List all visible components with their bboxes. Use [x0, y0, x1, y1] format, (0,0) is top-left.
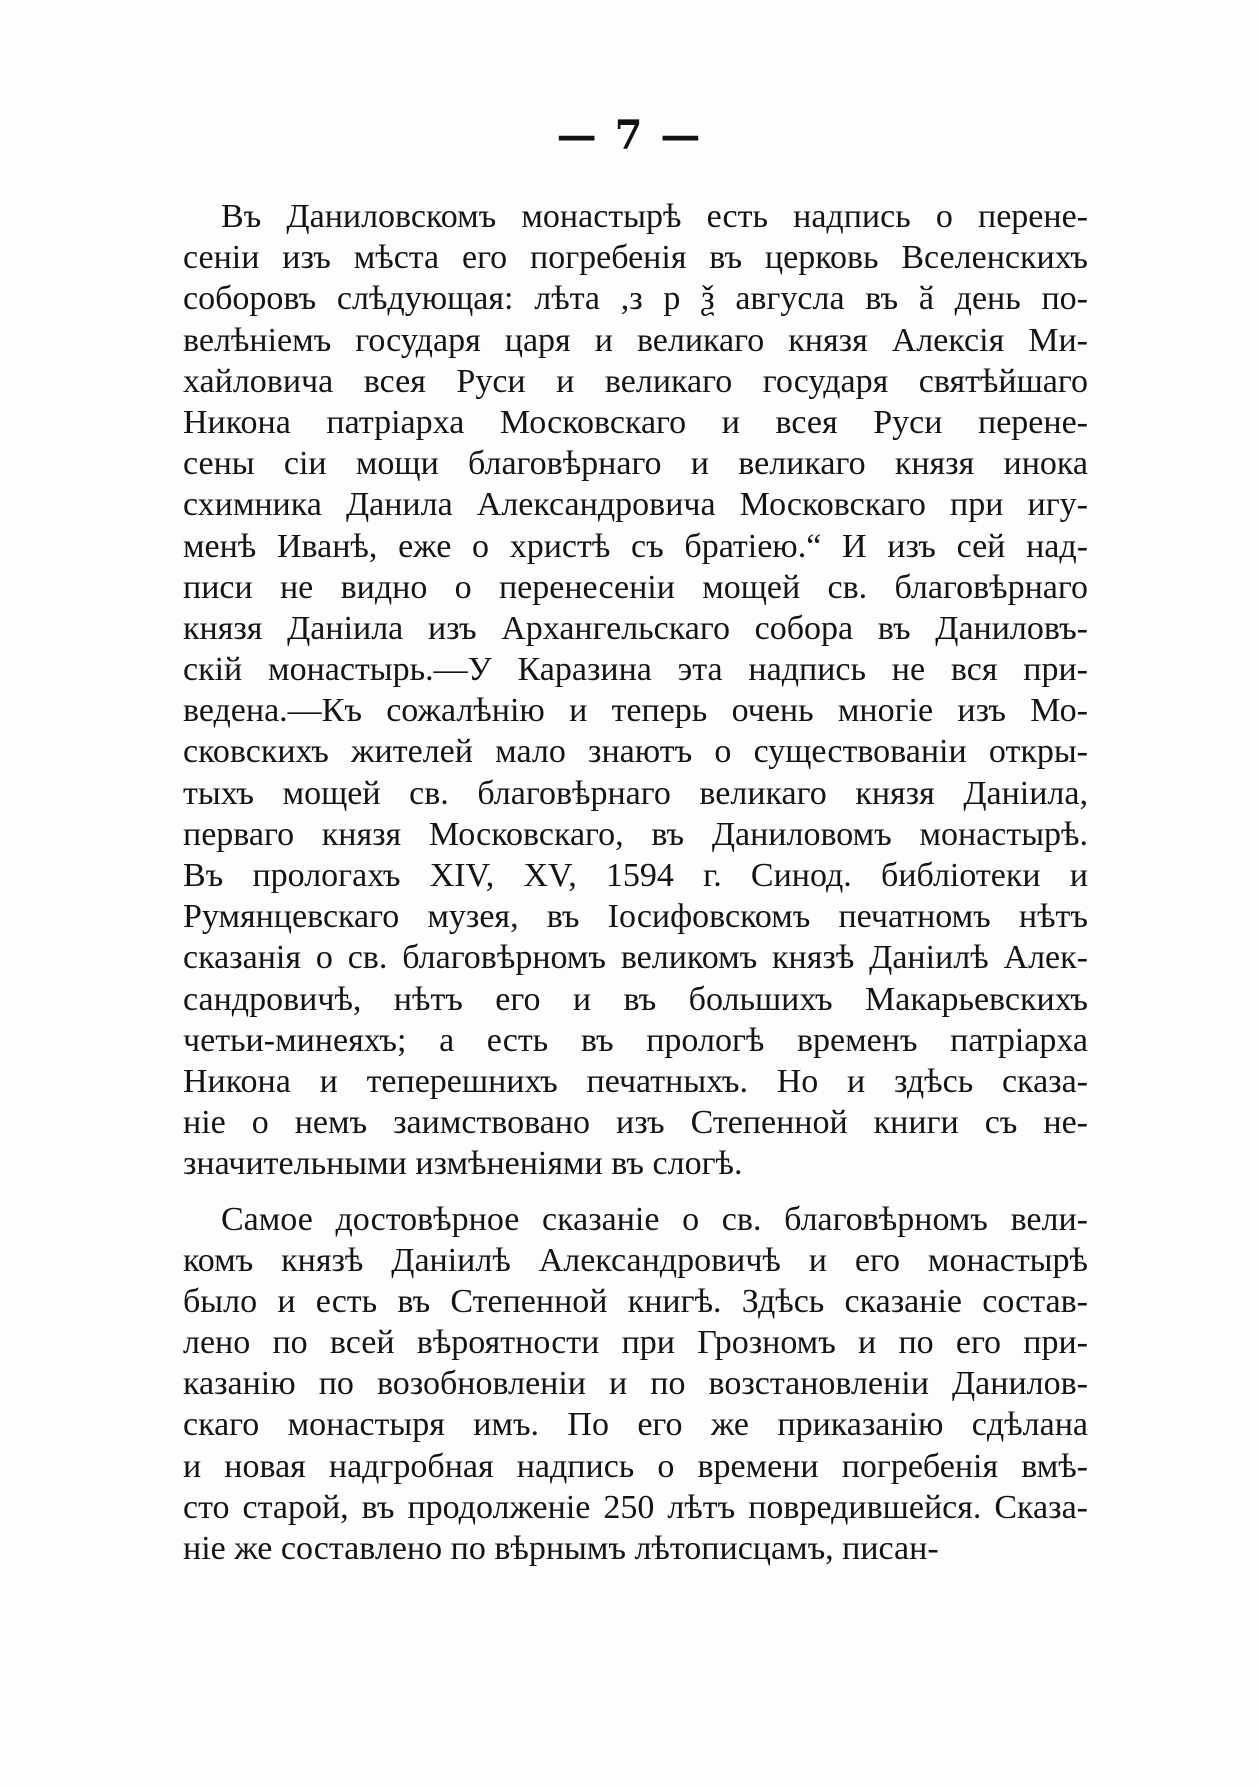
text-line: Самое достовѣрное сказаніе о св. благовѣрномъ вели-	[221, 1200, 1088, 1238]
text-line: и новая надгробная надпись о времени погребенія вмѣ-	[183, 1447, 1088, 1485]
text-line: Никона и теперешнихъ печатныхъ. Но и здѣсь сказа-	[183, 1062, 1088, 1100]
text-line: Никона патріарха Московскаго и всея Руси перене-	[183, 403, 1088, 441]
text-line: лено по всей вѣроятности при Грозномъ и по его при-	[183, 1324, 1088, 1362]
text-line: хайловича всея Руси и великаго государя святѣйшаго	[183, 362, 1088, 400]
text-line: сеніи изъ мѣста его погребенія въ церковь Вселенскихъ	[183, 239, 1088, 277]
text-line: велѣніемъ государя царя и великаго князя Алексія Ми-	[183, 321, 1088, 359]
text-line: ніе о немъ заимствовано изъ Степенной книги съ не-	[183, 1104, 1088, 1142]
text-line: соборовъ слѣдующая: лѣта ,з р ѯ авгусла въ ӑ день по-	[183, 280, 1088, 318]
text-line: комъ князѣ Даніилѣ Александровичѣ и его монастырѣ	[183, 1241, 1088, 1279]
text-line: сто старой, въ продолженіе 250 лѣтъ повредившейся. Сказа-	[183, 1488, 1088, 1526]
text-line: перваго князя Московскаго, въ Даниловомъ монастырѣ.	[183, 815, 1088, 853]
text-line: князя Даніила изъ Архангельскаго собора въ Даниловъ-	[183, 609, 1088, 647]
text-line: схимника Данила Александровича Московскаго при игу-	[183, 486, 1088, 524]
text-line: значительными измѣненіями въ слогѣ.	[183, 1145, 743, 1183]
text-line: Въ прологахъ XIV, XV, 1594 г. Синод. библіотеки и	[183, 857, 1088, 894]
paragraph	[183, 196, 1088, 1185]
text-line: скій монастырь.—У Каразина эта надпись не вся при-	[183, 651, 1088, 689]
text-line: ведена.—Къ сожалѣнію и теперь очень многіе изъ Мо-	[183, 692, 1088, 730]
text-line: тыхъ мощей св. благовѣрнаго великаго князя Даніила,	[183, 774, 1088, 812]
text-line: было и есть въ Степенной книгѣ. Здѣсь сказаніе состав-	[183, 1282, 1088, 1320]
text-line: скаго монастыря имъ. По его же приказанію сдѣлана	[183, 1406, 1088, 1444]
text-line: сандровичѣ, нѣтъ его и въ большихъ Макарьевскихъ	[183, 980, 1088, 1018]
text-line: сены сіи мощи благовѣрнаго и великаго князя инока	[183, 445, 1088, 483]
text-line: ніе же составлено по вѣрнымъ лѣтописцамъ, писан-	[183, 1530, 939, 1567]
text-line: казанію по возобновленіи и по возстановленіи Данилов-	[183, 1365, 1088, 1403]
text-line: сказанія о св. благовѣрномъ великомъ князѣ Даніилѣ Алек-	[183, 939, 1088, 977]
page-number: — 7 —	[556, 112, 703, 159]
text-line: сковскихъ жителей мало знаютъ о существованіи откры-	[183, 733, 1088, 771]
paragraph	[183, 1199, 1088, 1570]
text-line: менѣ Иванѣ, еже о христѣ съ братіею.“ И изъ сей над-	[183, 527, 1088, 565]
text-line: Румянцевскаго музея, въ Іосифовскомъ печатномъ нѣтъ	[183, 898, 1088, 936]
text-line: Въ Даниловскомъ монастырѣ есть надпись о перене-	[221, 198, 1088, 235]
text-line: писи не видно о перенесеніи мощей св. благовѣрнаго	[183, 568, 1088, 606]
text-line: четьи-минеяхъ; а есть въ прологѣ временъ патріарха	[183, 1021, 1088, 1059]
body-text	[183, 196, 1088, 1569]
